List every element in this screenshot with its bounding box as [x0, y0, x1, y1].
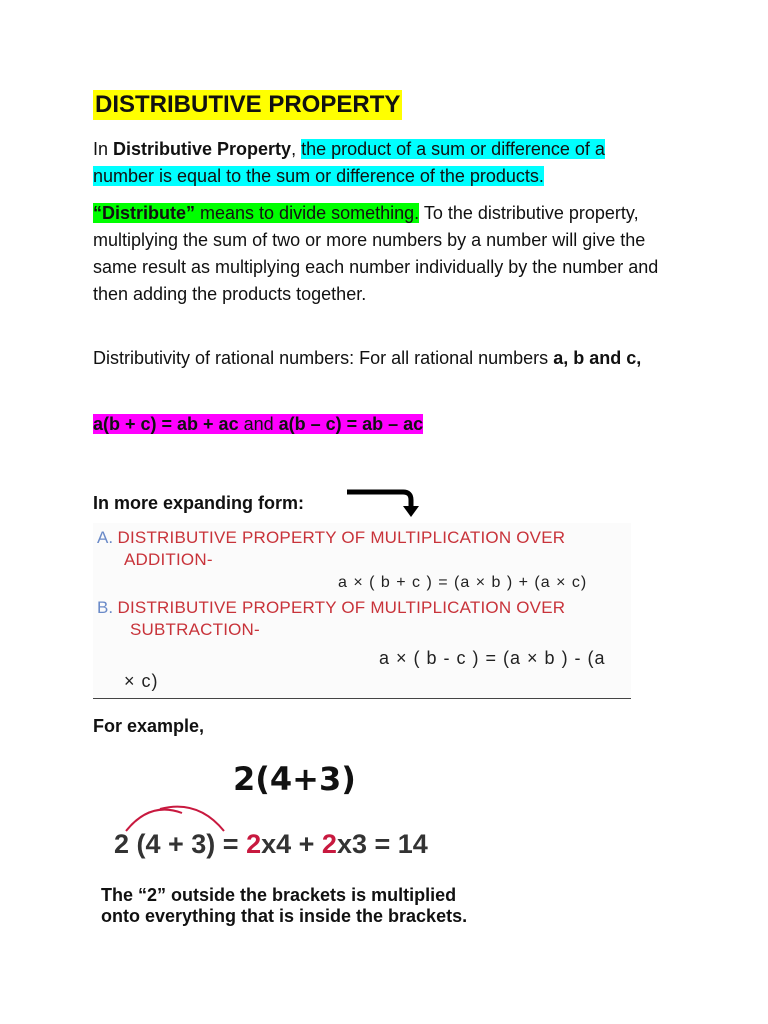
- curved-arrow-icon: [345, 486, 425, 518]
- figure-formula-b-2: × c): [124, 671, 159, 691]
- formula-subtraction: a(b – c) = ab – ac: [278, 414, 424, 434]
- formula-and: and: [238, 414, 279, 434]
- figure-letter-a: A.: [97, 528, 114, 547]
- figure-title-b-1: DISTRIBUTIVE PROPERTY OF MULTIPLICATION OVER: [117, 598, 566, 617]
- intro-comma: ,: [291, 139, 302, 159]
- eq-part-2: x4 +: [261, 829, 322, 859]
- page-title: DISTRIBUTIVE PROPERTY: [95, 91, 401, 118]
- example-note: [101, 885, 467, 927]
- figure-letter-b: B.: [97, 598, 114, 617]
- example-title: 2(4+3): [233, 760, 356, 798]
- figure-formula-a: a × ( b + c ) = (a × b ) + (a × c): [338, 574, 588, 591]
- figure-item-b: [97, 598, 565, 618]
- eq-red-2-first: 2: [246, 829, 262, 859]
- example-note-line-1: The “2” outside the brackets is multiplied: [101, 885, 457, 905]
- rational-vars: a, b and c,: [553, 348, 642, 368]
- expanding-figure: [93, 523, 631, 699]
- figure-item-a: [97, 528, 565, 548]
- figure-title-b-2: SUBTRACTION-: [130, 620, 260, 639]
- distribute-term: “Distribute”: [93, 203, 196, 223]
- figure-title-a-1: DISTRIBUTIVE PROPERTY OF MULTIPLICATION OVER: [117, 528, 566, 547]
- distribute-paragraph: [93, 200, 663, 308]
- distribute-highlight: [93, 203, 419, 223]
- intro-term: Distributive Property: [113, 139, 292, 159]
- example-note-line-2: onto everything that is inside the brackets.: [101, 906, 468, 926]
- intro-paragraph: [93, 136, 663, 190]
- formula-line: [93, 411, 663, 438]
- intro-prefix: In: [93, 139, 114, 159]
- figure-formula-b-1: a × ( b - c ) = (a × b ) - (a: [379, 648, 606, 668]
- intro-highlight: the product of a sum or difference of a number is equal to the sum or difference of the products.: [93, 139, 605, 186]
- eq-part-1: 2 (4 + 3) =: [114, 829, 247, 859]
- distribute-explanation: To the distributive property, multiplying the sum of two or more numbers by a number will give the same result as multiplying each number individually by the number and then adding the products together.: [93, 203, 659, 304]
- expanding-label: In more expanding form:: [93, 493, 305, 513]
- eq-part-3: x3 = 14: [336, 829, 428, 859]
- example-label: For example,: [93, 716, 205, 736]
- rational-paragraph: [93, 345, 663, 372]
- formula-highlight: [93, 414, 423, 434]
- distribute-definition: means to divide something.: [195, 203, 420, 223]
- figure-title-a-2: ADDITION-: [124, 550, 213, 569]
- example-equation: [114, 829, 428, 860]
- formula-addition: a(b + c) = ab + ac: [93, 414, 239, 434]
- eq-red-2-second: 2: [321, 829, 337, 859]
- rational-text: Distributivity of rational numbers: For all rational numbers: [93, 348, 554, 368]
